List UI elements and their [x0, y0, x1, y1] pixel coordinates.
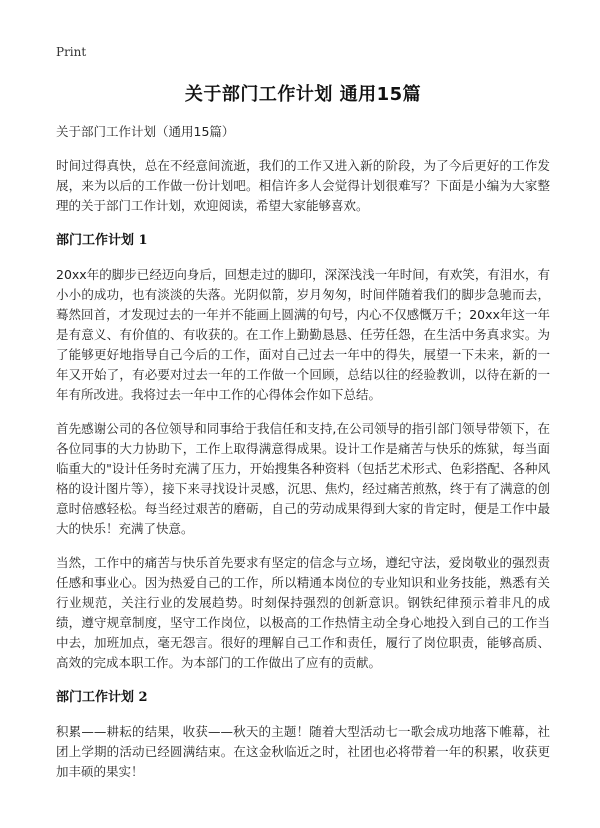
section-heading: 部门工作计划 2: [56, 690, 148, 705]
intro-paragraph: 时间过得真快，总在不经意间流逝，我们的工作又进入新的阶段，为了今后更好的工作发展，来为以后的工作做一份计划吧。相信许多人会觉得计划很难写？下面是小编为大家整理的关于部门工作计划，欢迎阅读，希望大家能够喜欢。: [56, 158, 550, 213]
document-subtitle: 关于部门工作计划（通用15篇）: [56, 124, 235, 139]
document-body: [56, 231, 550, 782]
section-paragraph: 积累——耕耘的结果，收获——秋天的主题！随着大型活动七一歌会成功地落下帷幕，社团上学期的活动已经圆满结束。在这金秋临近之时，社团也必将带着一年的积累，收获更加丰硕的果实！: [56, 724, 550, 779]
section-paragraph: 当然，工作中的痛苦与快乐首先要求有坚定的信念与立场，遵纪守法，爱岗敬业的强烈责任感和事业心。因为热爱自己的工作，所以精通本岗位的专业知识和业务技能，熟悉有关行业规范，关注行业的发展趋势。时刻保持强烈的创新意识。钢铁纪律预示着非凡的成绩，遵守规章制度，坚守工作岗位，以极高的工作热情主动全身心地投入到自己的工作当中去，加班加点，毫无怨言。很好的理解自己工作和责任，履行了岗位职责，能够高质、高效的完成本职工作。为本部门的工作做出了应有的贡献。: [56, 555, 550, 670]
page-title: 关于部门工作计划 通用15篇: [184, 84, 422, 105]
print-link[interactable]: Print: [56, 45, 87, 59]
section-heading: 部门工作计划 1: [56, 233, 148, 248]
section-paragraph: 首先感谢公司的各位领导和同事给于我信任和支持,在公司领导的指引部门领导带领下，在各位同事的大力协助下，工作上取得满意得成果。设计工作是痛苦与快乐的炼狱，每当面临重大的"设计任务时充满了压力，开始搜集各种资料（包括艺术形式、色彩搭配、各种风格的设计图片等），接下来寻找设计灵感，沉思、焦灼，经过痛苦煎熬，终于有了满意的创意时倍感轻松。每当经过艰苦的磨砺，自己的劳动成果得到大家的肯定时，便是工作中最大的快乐！充满了快意。: [56, 421, 550, 536]
section-paragraph: 20xx年的脚步已经迈向身后，回想走过的脚印，深深浅浅一年时间，有欢笑，有泪水，有小小的成功，也有淡淡的失落。光阴似箭，岁月匆匆，时间伴随着我们的脚步急驰而去，蓦然回首，才发现过去的一年并不能画上圆满的句号，内心不仅感慨万千；20xx年这一年是有意义、有价值的、有收获的。在工作上勤勤恳恳、任劳任怨，在生活中务真求实。为了能够更好地指导自己今后的工作，面对自己过去一年中的得失，展望一下未来，新的一年又开始了，有必要对过去一年的工作做一个回顾，总结以往的经验教训，以待在新的一年有所改进。我将过去一年中工作的心得体会作如下总结。: [56, 267, 550, 402]
